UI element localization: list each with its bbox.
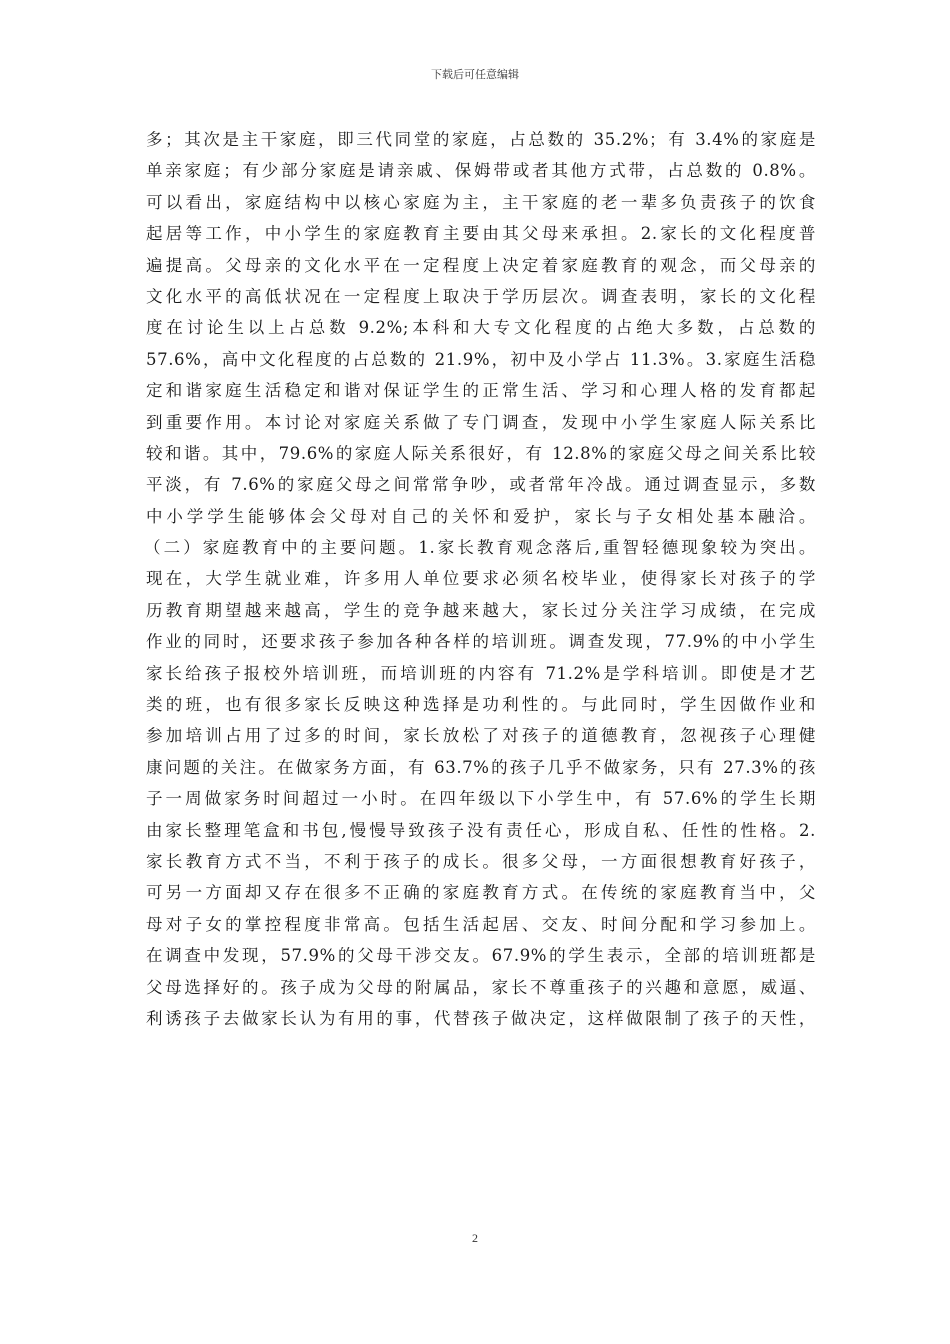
text-line: 家长给孩子报校外培训班，而培训班的内容有 71.2%是学科培训。即使是才艺 <box>146 663 816 683</box>
text-line: 父母选择好的。孩子成为父母的附属品，家长不尊重孩子的兴趣和意愿，威逼、 <box>146 977 816 997</box>
text-line: 起居等工作，中小学生的家庭教育主要由其父母来承担。2.家长的文化程度普 <box>146 224 816 244</box>
text-line: 由家长整理笔盒和书包,慢慢导致孩子没有责任心，形成自私、任性的性格。2. <box>146 820 816 840</box>
text-line: 可以看出，家庭结构中以核心家庭为主，主干家庭的老一辈多负责孩子的饮食 <box>146 192 816 212</box>
text-line: 参加培训占用了过多的时间，家长放松了对孩子的道德教育，忽视孩子心理健 <box>146 726 816 746</box>
text-line: 作业的同时，还要求孩子参加各种各样的培训班。调查发现，77.9%的中小学生 <box>146 632 816 652</box>
text-line: 母对子女的掌控程度非常高。包括生活起居、交友、时间分配和学习参加上。 <box>146 914 816 934</box>
text-line: 利诱孩子去做家长认为有用的事，代替孩子做决定，这样做限制了孩子的天性， <box>146 1008 816 1028</box>
text-line: 多；其次是主干家庭，即三代同堂的家庭，占总数的 35.2%；有 3.4%的家庭是 <box>146 130 816 149</box>
text-line: 康问题的关注。在做家务方面，有 63.7%的孩子几乎不做家务，只有 27.3%的孩 <box>146 757 816 777</box>
text-line: 子一周做家务时间超过一小时。在四年级以下小学生中，有 57.6%的学生长期 <box>146 789 816 809</box>
text-line: 文化水平的高低状况在一定程度上取决于学历层次。调查表明，家长的文化程 <box>146 286 816 306</box>
text-line: 在调查中发现，57.9%的父母干涉交友。67.9%的学生表示，全部的培训班都是 <box>146 946 816 966</box>
text-line: 定和谐家庭生活稳定和谐对保证学生的正常生活、学习和心理人格的发育都起 <box>146 381 816 401</box>
text-line: 历教育期望越来越高，学生的竞争越来越大，家长过分关注学习成绩，在完成 <box>146 600 816 620</box>
page-header: 下载后可任意编辑 <box>431 68 519 81</box>
text-line: 类的班，也有很多家长反映这种选择是功利性的。与此同时，学生因做作业和 <box>146 695 816 715</box>
text-line: 度在讨论生以上占总数 9.2%;本科和大专文化程度的占绝大多数，占总数的 <box>146 318 816 338</box>
text-line: 可另一方面却又存在很多不正确的家庭教育方式。在传统的家庭教育当中，父 <box>146 883 816 903</box>
text-line: 家长教育方式不当，不利于孩子的成长。很多父母，一方面很想教育好孩子， <box>146 851 816 871</box>
text-line: 遍提高。父母亲的文化水平在一定程度上决定着家庭教育的观念，而父母亲的 <box>146 255 816 275</box>
body-text <box>146 124 816 1034</box>
text-line: （二）家庭教育中的主要问题。1.家长教育观念落后,重智轻德现象较为突出。 <box>144 538 816 558</box>
text-line: 较和谐。其中，79.6%的家庭人际关系很好，有 12.8%的家庭父母之间关系比较 <box>146 443 816 463</box>
text-line: 到重要作用。本讨论对家庭关系做了专门调查，发现中小学生家庭人际关系比 <box>146 412 816 432</box>
text-line: 单亲家庭；有少部分家庭是请亲戚、保姆带或者其他方式带，占总数的 0.8%。 <box>146 161 816 181</box>
text-line: 平淡，有 7.6%的家庭父母之间常常争吵，或者常年冷战。通过调查显示，多数 <box>146 475 816 495</box>
text-line: 57.6%，高中文化程度的占总数的 21.9%，初中及小学占 11.3%。3.家庭生活稳 <box>146 349 816 369</box>
text-line: 现在，大学生就业难，许多用人单位要求必须名校毕业，使得家长对孩子的学 <box>146 569 816 589</box>
page-number: 2 <box>472 1231 478 1245</box>
text-line: 中小学学生能够体会父母对自己的关怀和爱护，家长与子女相处基本融洽。 <box>146 506 816 526</box>
